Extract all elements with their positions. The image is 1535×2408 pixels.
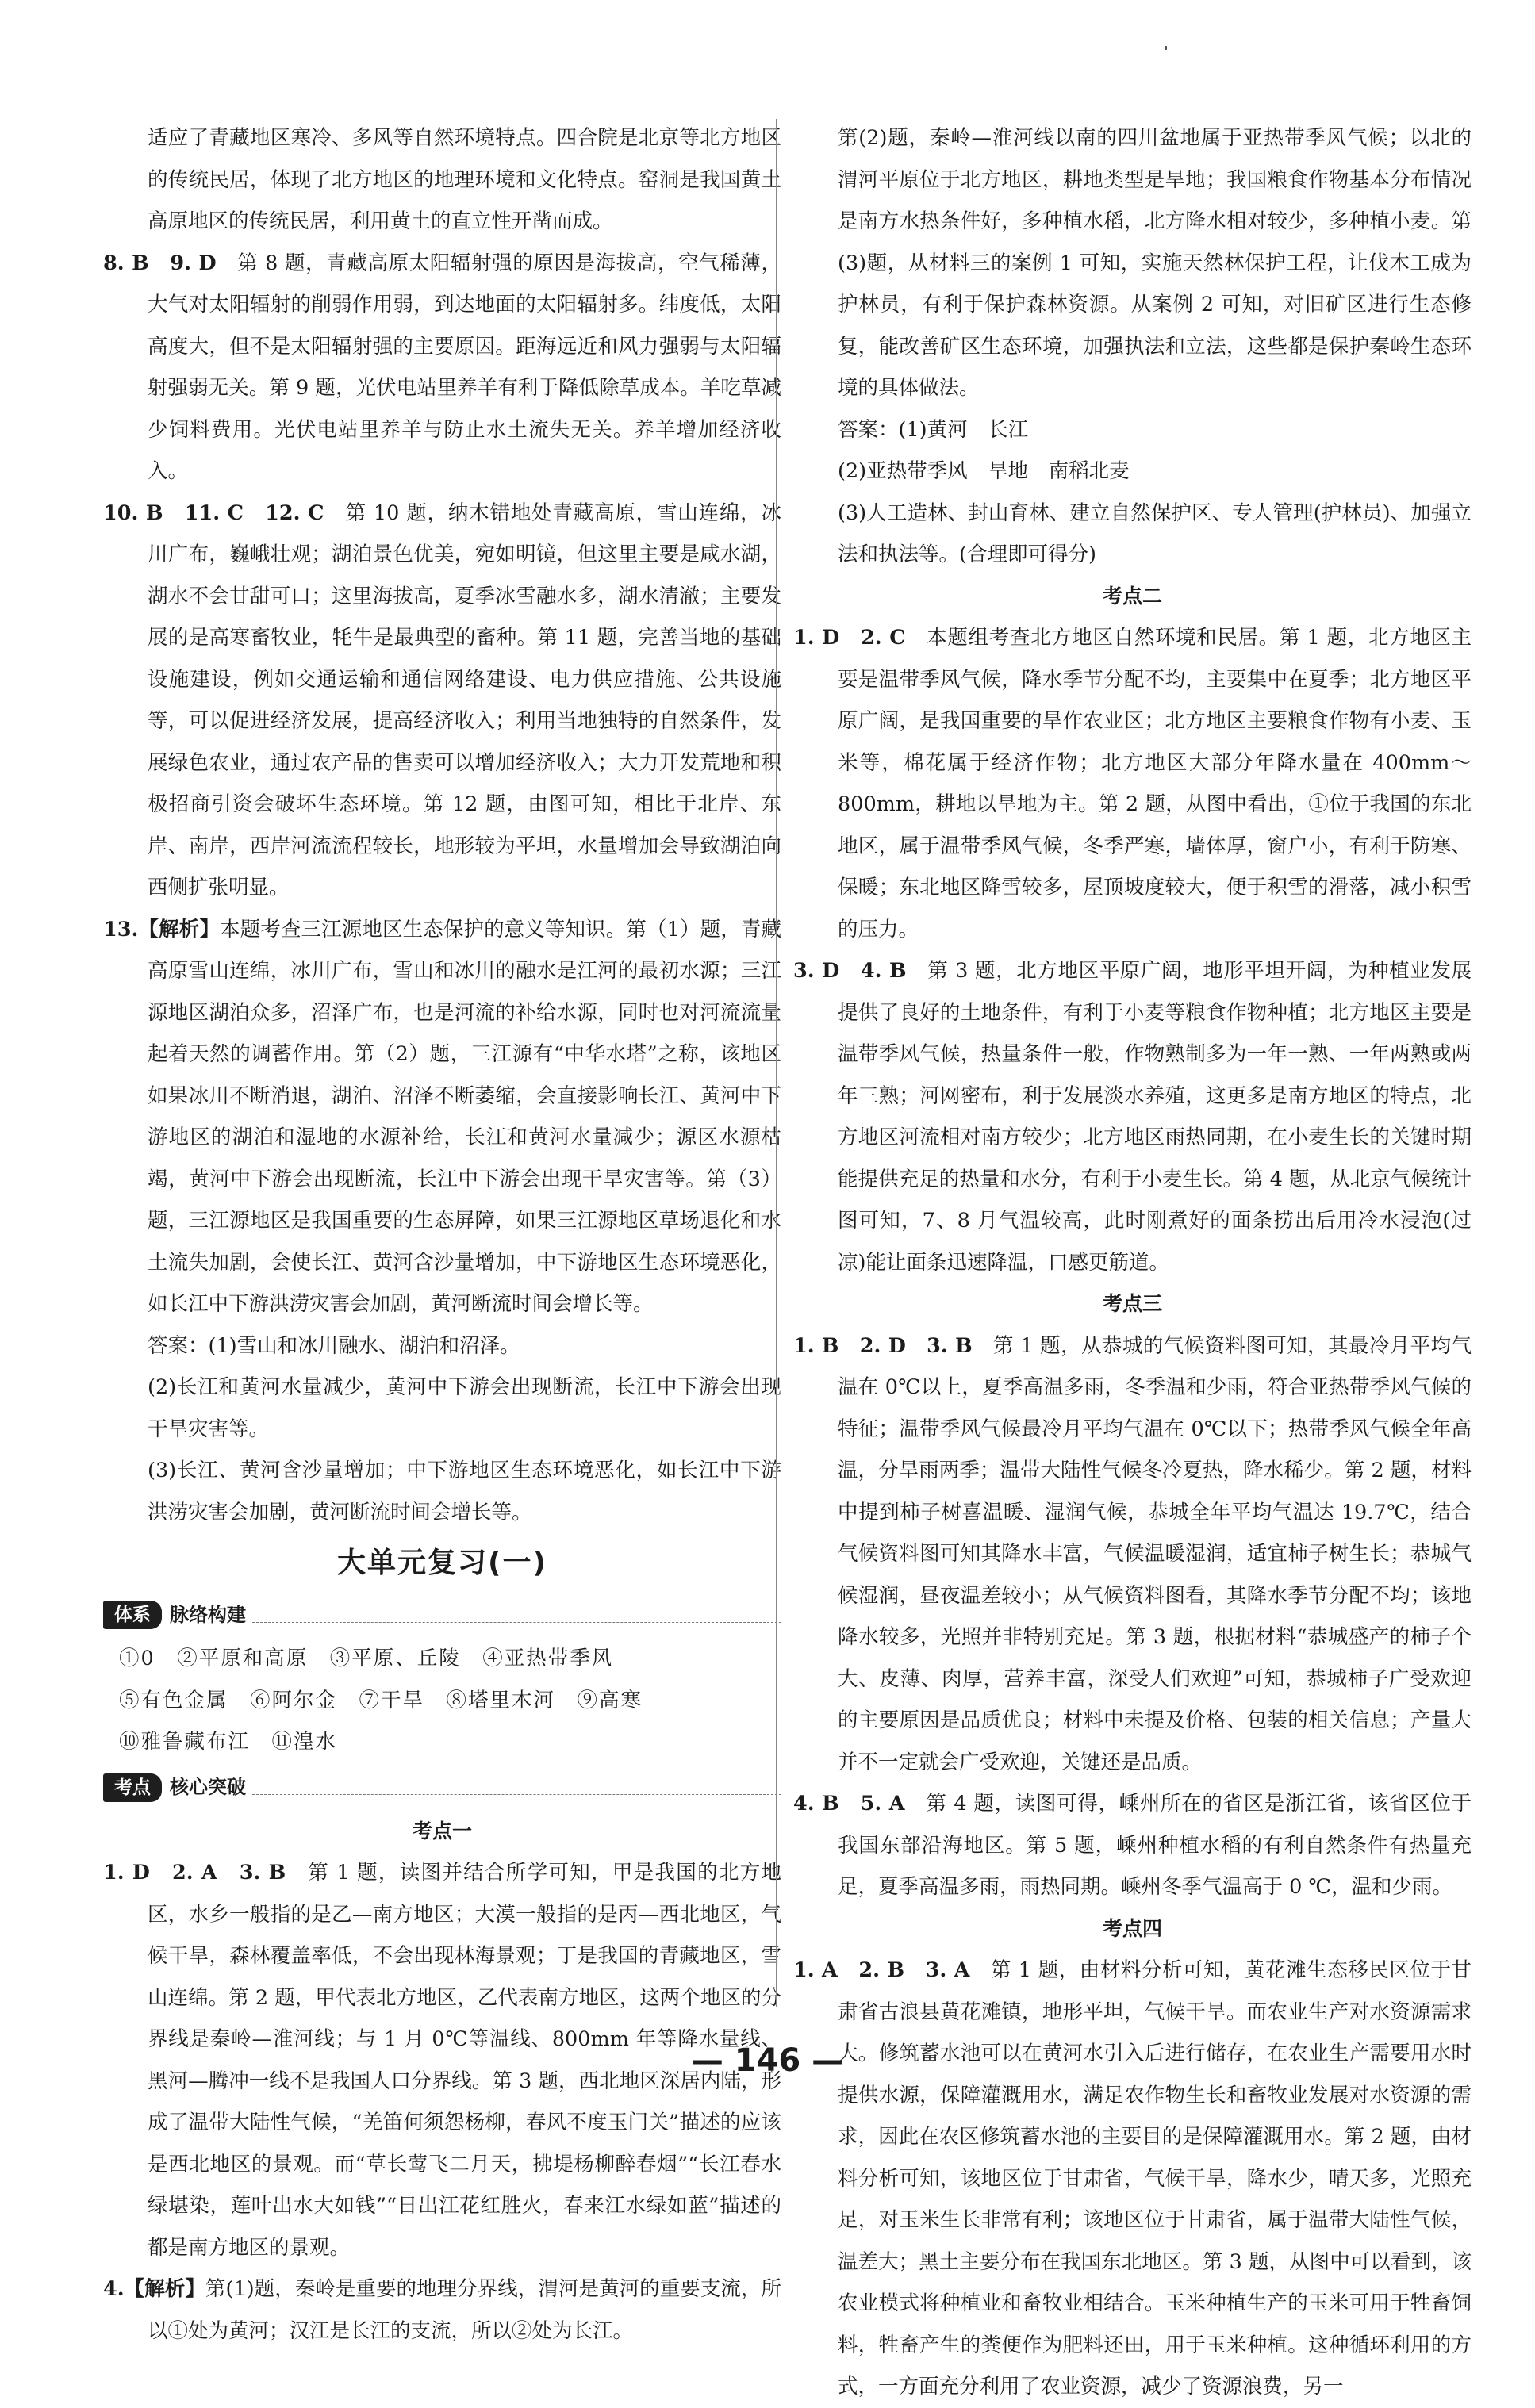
section-title: 脉络构建 xyxy=(170,1603,246,1626)
answer-item-k3b xyxy=(793,1783,1472,1908)
unit-title: 大单元复习(一) xyxy=(337,1547,547,1579)
answer-line-3: (3)人工造林、封山育林、建立自然保护区、专人管理(护林员)、加强立法和执法等。(合理即可得分) xyxy=(838,500,1472,566)
section-tag: 考点 xyxy=(103,1773,162,1802)
answer-text: 第 1 题，读图并结合所学可知，甲是我国的北方地区，水乡一般指的是乙—南方地区；大漠一般指的是丙—西北地区，气候干旱，森林覆盖率低，不会出现林海景观；丁是我国的青藏地区，雪山连绵。第 2 题，甲代表北方地区，乙代表南方地区，这两个地区的分界线是秦岭—淮河线；与 1 月 0℃等温线、800mm 年等降水量线、黑河—腾冲一线不是我国人口分界线。第 3 题，西北地区深居内陆，形成了温带大陆性气候，“羌笛何须怨杨柳，春风不度玉门关”描述的应该是西北地区的景观。而“草长莺飞二月天，拂堤杨柳醉春烟”“长江春水绿堪染，莲叶出水大如钱”“日出江花红胜火，春来江水绿如蓝”描述的都是南方地区的景观。 xyxy=(148,1861,782,2260)
section-header-system xyxy=(103,1597,781,1633)
answer-text: 第 10 题，纳木错地处青藏高原，雪山连绵，冰川广布，巍峨壮观；湖泊景色优美，宛如明镜，但这里主要是咸水湖，湖水不会甘甜可口；这里海拔高，夏季冰雪融水多，湖水清澈；主要发展的是高寒畜牧业，牦牛是最典型的畜种。第 11 题，完善当地的基础设施建设，例如交通运输和通信网络建设、电力供应措施、公共设施等，可以促进经济发展，提高经济收入；利用当地独特的自然条件，发展绿色农业，通过农产品的售卖可以增加经济收入；大力开发荒地和积极招商引资会破坏生态环境。第 12 题，由图可知，相比于北岸、东岸、南岸，西岸河流流程较长，地形较为平坦，水量增加会导致湖泊向西侧扩张明显。 xyxy=(148,500,781,899)
answer-item-8-9 xyxy=(103,243,781,493)
answer-lead: 3. D 4. B xyxy=(793,959,907,983)
answer-lead: 1. D 2. C xyxy=(793,626,906,650)
answer-lead: 1. D 2. A 3. B xyxy=(103,1861,286,1885)
dashed-rule xyxy=(252,1622,781,1623)
answer-lead: 10. B 11. C 12. C xyxy=(103,500,324,525)
section-header-core xyxy=(103,1770,781,1806)
answer-text: 第 8 题，青藏高原太阳辐射强的原因是海拔高，空气稀薄，大气对太阳辐射的削弱作用弱，到达地面的太阳辐射多。纬度低，太阳高度大，但不是太阳辐射强的主要原因。距海远近和风力强弱与太阳辐射强弱无关。第 9 题，光伏电站里养羊有利于降低除草成本。羊吃草减少饲料费用。光伏电站里养羊与防止水土流失无关。养羊增加经济收入。 xyxy=(148,251,781,483)
answer-text: 第 1 题，从恭城的气候资料图可知，其最冷月平均气温在 0℃以上，夏季高温多雨，冬季温和少雨，符合亚热带季风气候的特征；温带季风气候最冷月平均气温在 0℃以下；热带季风气候全年高温，分旱雨两季；温带大陆性气候冬冷夏热，降水稀少。第 2 题，材料中提到柿子树喜温暖、湿润气候，恭城全年平均气温达 19.7℃，结合气候资料图可知其降水丰富，气候温暖湿润，适宜柿子树生长；恭城气候湿润，昼夜温差较小；从气候资料图看，其降水季节分配不均；该地降水较多，光照并非特别充足。第 3 题，根据材料“恭城盛产的柿子个大、皮薄、肉厚，营养丰富，深受人们欢迎”可知，恭城柿子广受欢迎的主要原因是品质优良；材料中未提及价格、包装的相关信息；产量大并不一定就会广受欢迎，关键还是品质。 xyxy=(838,1333,1472,1774)
answer-text: 本题组考查北方地区自然环境和民居。第 1 题，北方地区主要是温带季风气候，降水季节分配不均，主要集中在夏季；北方地区平原广阔，是我国重要的旱作农业区；北方地区主要粮食作物有小麦、玉米等，棉花属于经济作物；北方地区大部分年降水量在 400mm～800mm，耕地以旱地为主。第 2 题，从图中看出，①位于我国的东北地区，属于温带季风气候，冬季严寒，墙体厚，窗户小，有利于防寒、保暖；东北地区降雪较多，屋顶坡度较大，便于积雪的滑落，减小积雪的压力。 xyxy=(838,626,1472,941)
subsection-title: 考点三 xyxy=(1102,1292,1162,1315)
answer-text: 第(1)题，秦岭是重要的地理分界线，渭河是黄河的重要支流，所以①处为黄河；汉江是长江的支流，所以②处为长江。 xyxy=(148,2277,782,2343)
intro-paragraph: 适应了青藏地区寒冷、多风等自然环境特点。四合院是北京等北方地区的传统民居，体现了北方地区的地理环境和文化特点。窑洞是我国黄土高原地区的传统民居，利用黄土的直立性开凿而成。 xyxy=(148,126,781,233)
dashed-rule xyxy=(252,1794,781,1795)
framework-list-line: ⑤有色金属 ⑥阿尔金 ⑦干旱 ⑧塔里木河 ⑨高寒 xyxy=(119,1688,643,1712)
answer-line-3: (3)长江、黄河含沙量增加；中下游地区生态环境恶化，如长江中下游洪涝灾害会加剧，黄河断流时间会增长等。 xyxy=(148,1459,781,1524)
column-divider xyxy=(776,119,777,2007)
page-speck xyxy=(1165,46,1167,50)
answer-text: 第 3 题，北方地区平原广阔，地形平坦开阔，为种植业发展提供了良好的土地条件，有利于小麦等粮食作物种植；北方地区主要是温带季风气候，热量条件一般，作物熟制多为一年一熟、一年两熟或两年三熟；河网密布，利于发展淡水养殖，这更多是南方地区的特点，北方地区河流相对南方较少；北方地区雨热同期，在小麦生长的关键时期能提供充足的热量和水分，有利于小麦生长。第 4 题，从北京气候统计图可知，7、8 月气温较高，此时刚煮好的面条捞出后用冷水浸泡(过凉)能让面条迅速降温，口感更筋道。 xyxy=(838,959,1472,1275)
answer-item-k2a xyxy=(793,617,1472,950)
continued-paragraph: 第(2)题，秦岭—淮河线以南的四川盆地属于亚热带季风气候；以北的渭河平原位于北方地区，耕地类型是旱地；我国粮食作物基本分布情况是南方水热条件好，多种植水稻，北方降水相对较少，多种植小麦。第(3)题，从材料三的案例 1 可知，实施天然林保护工程，让伐木工成为护林员，有利于保护森林资源。从案例 2 可知，对旧矿区进行生态修复，能改善矿区生态环境，加强执法和立法，这些都是保护秦岭生态环境的具体做法。 xyxy=(838,126,1472,400)
answer-line-1: 答案：(1)雪山和冰川融水、湖泊和沼泽。 xyxy=(148,1333,520,1358)
answer-item-k4 xyxy=(793,1950,1472,2408)
answer-text: 本题考查三江源地区生态保护的意义等知识。第（1）题，青藏高原雪山连绵，冰川广布，雪山和冰川的融水是江河的最初水源；三江源地区湖泊众多，沼泽广布，也是河流的补给水源，同时也对河流流量起着天然的调蓄作用。第（2）题，三江源有“中华水塔”之称，该地区如果冰川不断消退，湖泊、沼泽不断萎缩，会直接影响长江、黄河中下游地区的湖泊和湿地的水源补给，长江和黄河水量减少；源区水源枯竭，黄河中下游会出现断流，长江中下游会出现干旱灾害等。第（3）题，三江源地区是我国重要的生态屏障，如果三江源地区草场退化和水土流失加剧，会使长江、黄河含沙量增加，中下游地区生态环境恶化，如长江中下游洪涝灾害会加剧，黄河断流时间会增长等。 xyxy=(148,917,781,1316)
page-number: — 146 — xyxy=(691,2042,844,2079)
answer-item-13 xyxy=(103,909,781,1325)
subsection-title: 考点二 xyxy=(1102,584,1162,608)
framework-list-line: ⑩雅鲁藏布江 ⑪湟水 xyxy=(119,1730,338,1754)
framework-list-line: ①0 ②平原和高原 ③平原、丘陵 ④亚热带季风 xyxy=(119,1647,614,1670)
answer-text: 第 4 题，读图可得，嵊州所在的省区是浙江省，该省区位于我国东部沿海地区。第 5 题，嵊州种植水稻的有利自然条件有热量充足，夏季高温多雨，雨热同期。嵊州冬季气温高于 0 ℃，温和少雨。 xyxy=(838,1792,1472,1899)
answer-line-2: (2)亚热带季风 旱地 南稻北麦 xyxy=(838,459,1130,483)
answer-lead: 4. B 5. A xyxy=(793,1792,905,1816)
answer-lead: 4.【解析】 xyxy=(103,2277,205,2301)
answer-item-k3a xyxy=(793,1325,1472,1784)
answer-lead: 1. A 2. B 3. A xyxy=(793,1958,970,1982)
subsection-title: 考点一 xyxy=(412,1819,472,1842)
answer-item-k2b xyxy=(793,950,1472,1283)
answer-item-k4 xyxy=(103,2268,781,2352)
section-title: 核心突破 xyxy=(170,1776,246,1799)
answer-lead: 1. B 2. D 3. B xyxy=(793,1333,973,1358)
answer-lead: 13.【解析】 xyxy=(103,917,220,941)
answer-lead: 8. B 9. D xyxy=(103,251,217,275)
answer-item-10-12 xyxy=(103,493,781,909)
subsection-title: 考点四 xyxy=(1102,1916,1162,1940)
answer-line-2: (2)长江和黄河水量减少，黄河中下游会出现断流，长江中下游会出现干旱灾害等。 xyxy=(148,1375,781,1441)
answer-line-1: 答案：(1)黄河 长江 xyxy=(838,417,1029,442)
section-tag: 体系 xyxy=(103,1601,162,1629)
left-column xyxy=(103,117,781,2352)
answer-text: 第 1 题，由材料分析可知，黄花滩生态移民区位于甘肃省古浪县黄花滩镇，地形平坦，气候干旱。而农业生产对水资源需求大。修筑蓄水池可以在黄河水引入后进行储存，在农业生产需要用水时提供水源，保障灌溉用水，满足农作物生长和畜牧业发展对水资源的需求，因此在农区修筑蓄水池的主要目的是保障灌溉用水。第 2 题，由材料分析可知，该地区位于甘肃省，气候干旱，降水少，晴天多，光照充足，对玉米生长非常有利；该地区位于甘肃省，属于温带大陆性气候，温差大；黑土主要分布在我国东北地区。第 3 题，从图中可以看到，该农业模式将种植业和畜牧业相结合。玉米种植生产的玉米可用于牲畜饲料，牲畜产生的粪便作为肥料还田，用于玉米种植。这种循环利用的方式，一方面充分利用了农业资源，减少了资源浪费，另一 xyxy=(838,1958,1472,2398)
